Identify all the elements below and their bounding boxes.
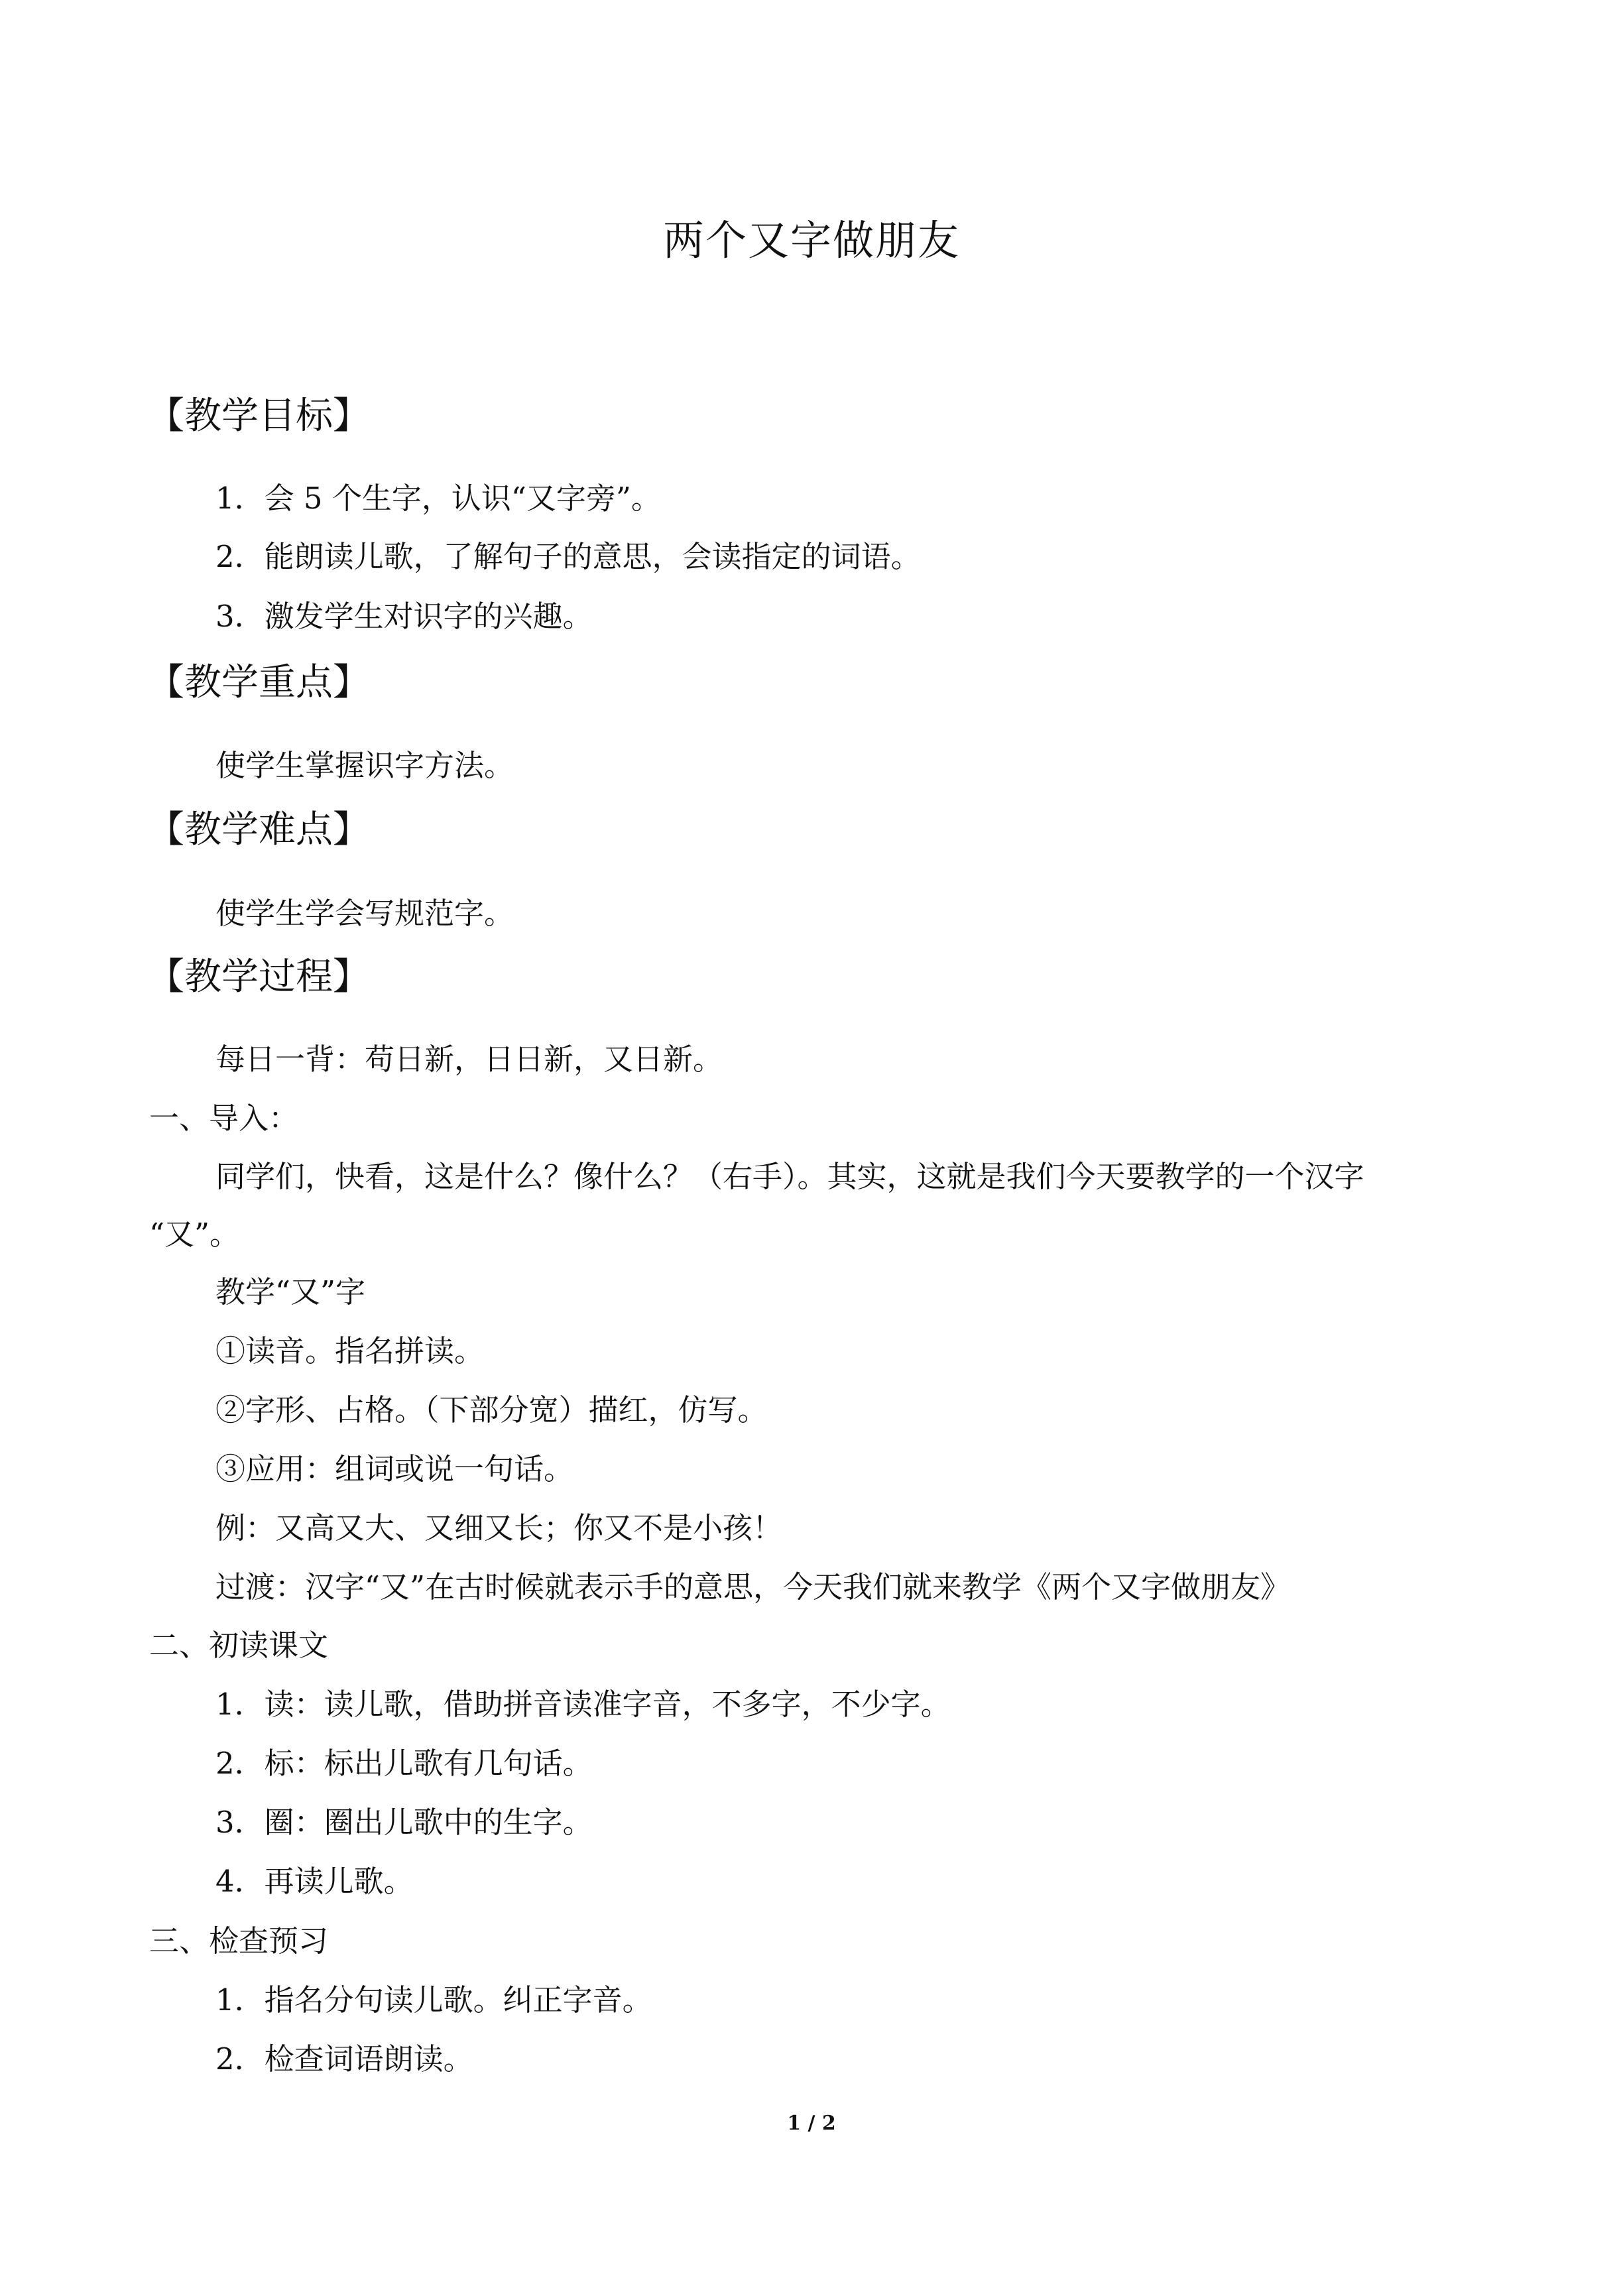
part2-item-1: 1．读：读儿歌，借助拼音读准字音，不多字，不少字。 [215,1687,951,1722]
part1-step-2: ②字形、占格。（下部分宽）描红，仿写。 [215,1392,768,1427]
part2-item-4: 4．再读儿歌。 [215,1864,414,1899]
part1-para-line2: “又”。 [149,1217,240,1252]
part3-item-1: 1．指名分句读儿歌。纠正字音。 [215,1982,652,2018]
heading-process: 【教学过程】 [147,955,370,998]
page-title: 两个又字做朋友 [662,216,960,265]
part1-title: 一、导入： [149,1101,299,1136]
part3-item-2: 2．检查词语朗读。 [215,2041,473,2077]
part2-item-2: 2．标：标出儿歌有几句话。 [215,1746,593,1781]
objective-item-1: 1．会 5 个生字，认识“又字旁”。 [215,481,661,516]
objective-item-3: 3．激发学生对识字的兴趣。 [215,599,593,634]
part2-item-3: 3．圈：圈出儿歌中的生字。 [215,1805,593,1840]
heading-objectives: 【教学目标】 [147,394,370,438]
heading-difficulties: 【教学难点】 [147,808,370,851]
part1-step-1: ①读音。指名拼读。 [215,1333,485,1368]
part1-example: 例：又高又大、又细又长；你又不是小孩！ [215,1510,783,1545]
daily-recitation: 每日一背：苟日新，日日新，又日新。 [215,1042,723,1077]
objective-item-2: 2．能朗读儿歌，了解句子的意思，会读指定的词语。 [215,539,921,574]
part2-title: 二、初读课文 [149,1628,329,1663]
part1-step-3: ③应用：组词或说一句话。 [215,1451,574,1486]
part3-title: 三、检查预习 [149,1923,329,1959]
part1-teach-heading: 教学“又”字 [215,1274,366,1309]
part1-para-line1: 同学们，快看，这是什么？像什么？（右手）。其实，这就是我们今天要教学的一个汉字 [215,1159,1364,1194]
heading-key-points: 【教学重点】 [147,661,370,704]
page-number: 1 / 2 [787,2112,836,2135]
key-points-text: 使学生掌握识字方法。 [215,748,514,783]
difficulties-text: 使学生学会写规范字。 [215,896,514,931]
part1-transition: 过渡：汉字“又”在古时候就表示手的意思，今天我们就来教学《两个又字做朋友》 [215,1569,1291,1604]
